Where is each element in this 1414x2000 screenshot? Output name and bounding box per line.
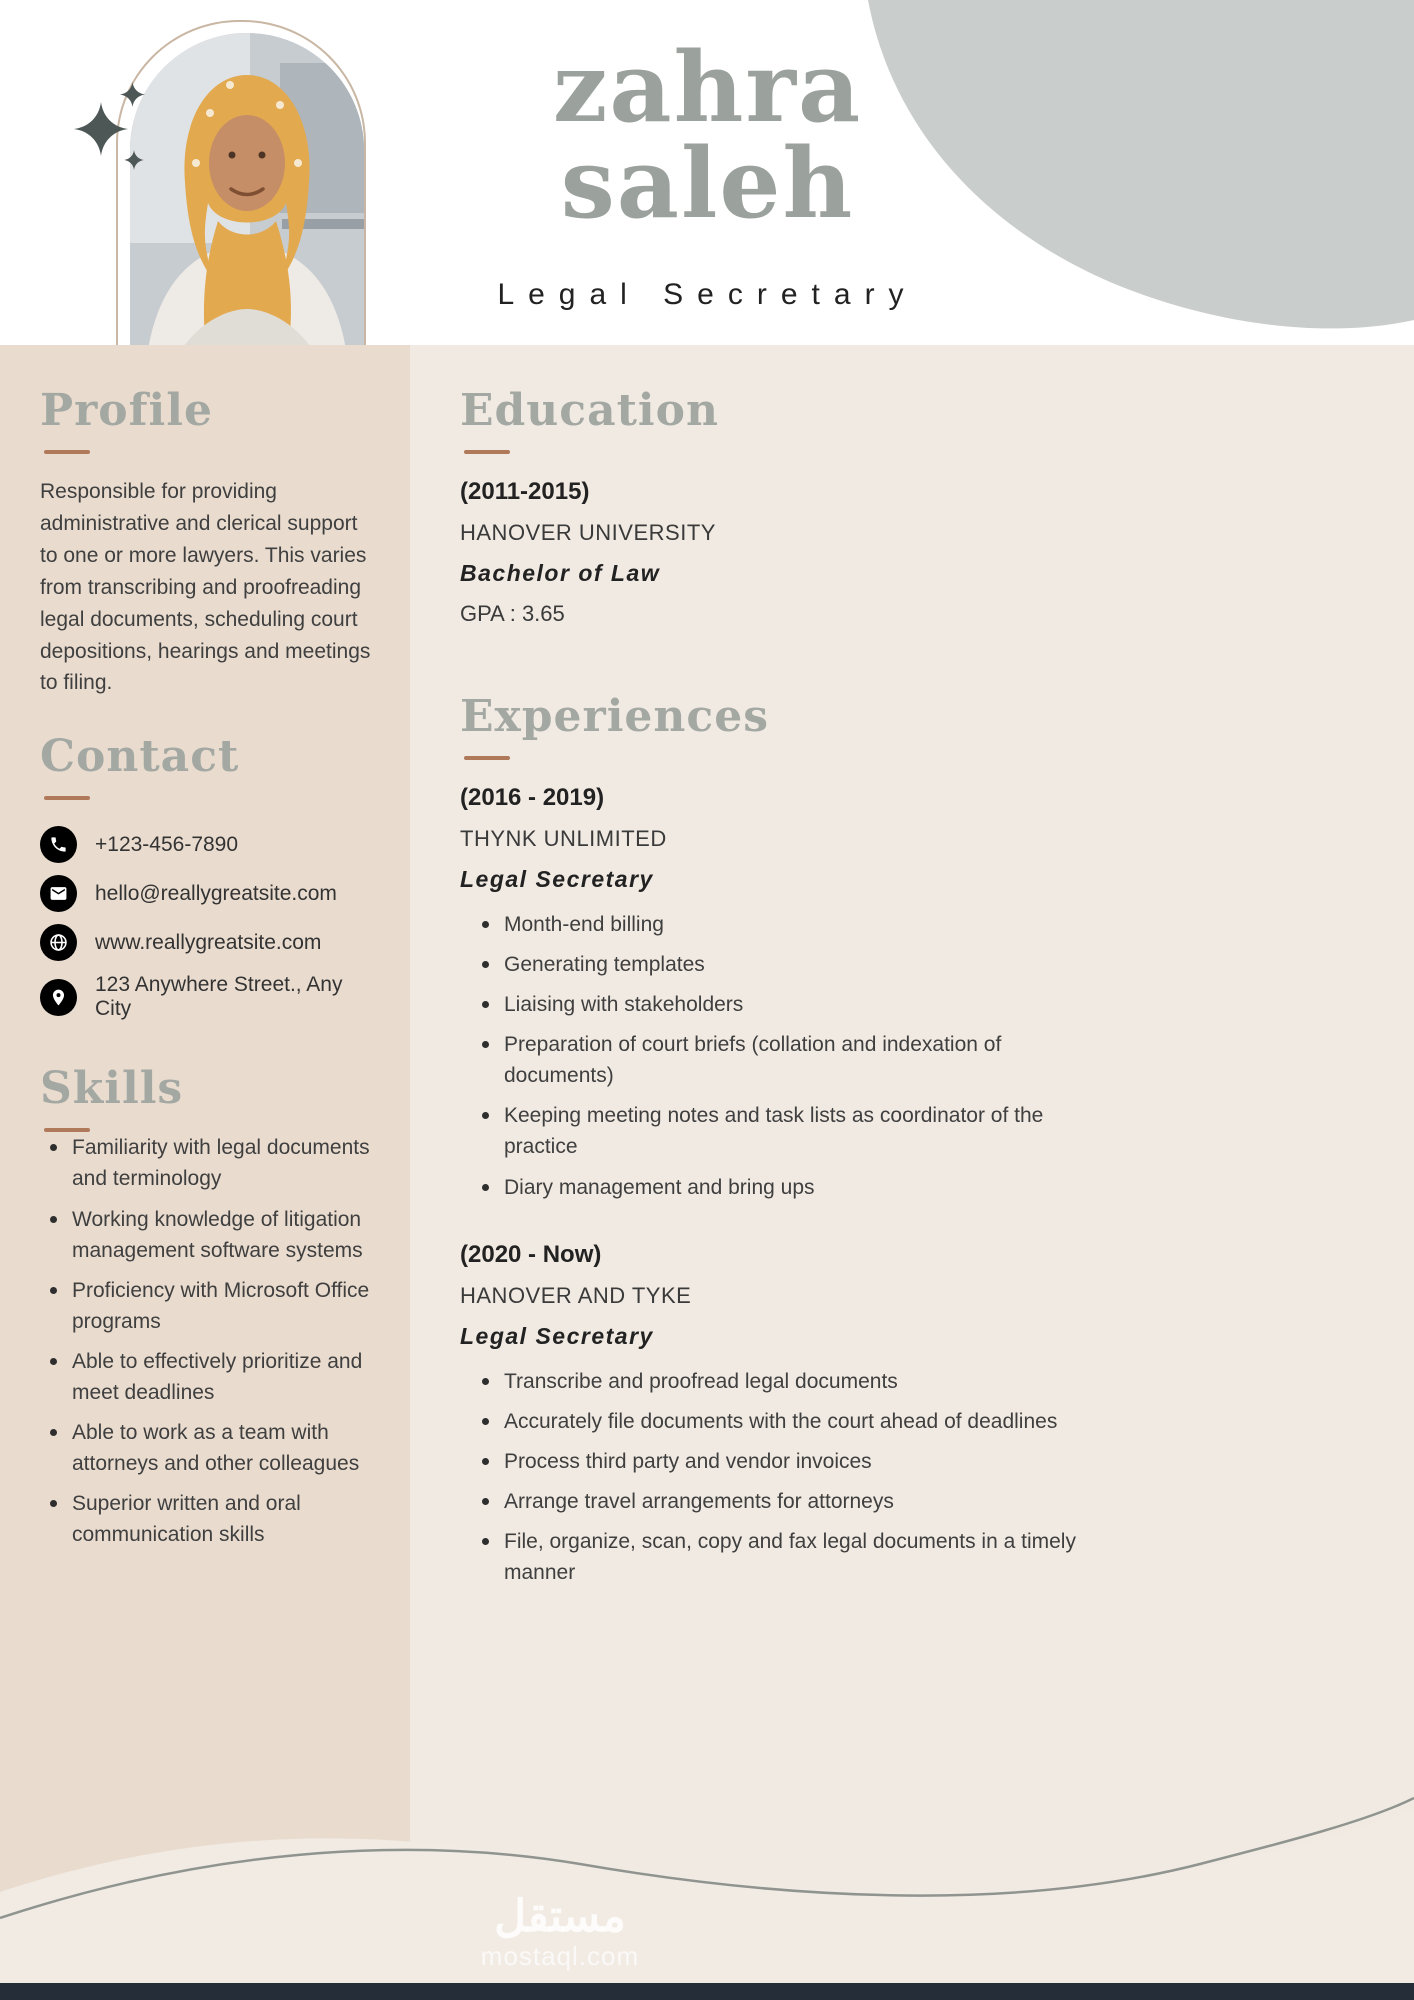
job-bullet: Month-end billing (472, 909, 1092, 940)
location-icon (40, 979, 77, 1016)
sparkle-icon (124, 150, 144, 170)
email-icon (40, 875, 77, 912)
skills-list (40, 1132, 384, 1550)
contact-address-value: 123 Anywhere Street., Any City (95, 973, 343, 1021)
accent-rule (44, 796, 90, 800)
website-icon (40, 924, 77, 961)
job-bullet: Arrange travel arrangements for attorneys (472, 1486, 1092, 1517)
education-period: (2011-2015) (460, 478, 590, 505)
experiences-section (460, 691, 1374, 1588)
skills-heading: Skills (40, 1063, 184, 1115)
skill-item: Proficiency with Microsoft Office programs (40, 1275, 384, 1337)
profile-text: Responsible for providing administrative and clerical support to one or more lawyers. This varies from transcribing and proofreading legal documents, scheduling court depositions, hearings and meetings to filing. (40, 480, 371, 695)
profile-photo (130, 33, 364, 363)
job-company: THYNK UNLIMITED (460, 826, 667, 851)
header (420, 31, 995, 312)
sparkle-icon (74, 102, 128, 156)
skill-item: Familiarity with legal documents and terminology (40, 1132, 384, 1194)
job-role: Legal Secretary (460, 866, 654, 892)
contact-item-phone (40, 826, 384, 863)
phone-icon (40, 826, 77, 863)
education-section (460, 385, 1374, 627)
watermark (420, 1893, 700, 1972)
contact-item-address (40, 973, 384, 1021)
accent-rule (464, 450, 510, 454)
job-bullet: Accurately file documents with the court ahead of deadlines (472, 1406, 1092, 1437)
contact-list (40, 826, 384, 1021)
job-bullet: Preparation of court briefs (collation and indexation of documents) (472, 1029, 1092, 1091)
experiences-heading: Experiences (460, 691, 769, 742)
education-heading: Education (460, 385, 719, 436)
watermark-domain: mostaql.com (480, 1941, 640, 1971)
job-entry (460, 1241, 1374, 1588)
skill-item: Superior written and oral communication skills (40, 1488, 384, 1550)
job-entry (460, 784, 1374, 1203)
job-bullet: File, organize, scan, copy and fax legal documents in a timely manner (472, 1526, 1092, 1588)
candidate-name (420, 31, 995, 240)
job-company: HANOVER AND TYKE (460, 1282, 692, 1308)
profile-photo-illustration (130, 33, 364, 363)
watermark-arabic: مستقل (494, 1891, 626, 1941)
accent-rule (464, 756, 510, 760)
job-bullet: Diary management and bring ups (472, 1172, 1092, 1203)
contact-item-email (40, 875, 384, 912)
contact-section (40, 731, 384, 1021)
job-bullets (472, 1366, 1092, 1588)
name-line2: saleh (560, 127, 855, 240)
accent-rule (44, 450, 90, 454)
contact-phone-value: +123-456-7890 (95, 832, 239, 856)
footer-bar (0, 1983, 1414, 2000)
name-line1: zahra (552, 31, 863, 144)
job-period: (2016 - 2019) (460, 784, 605, 811)
skill-item: Working knowledge of litigation management software systems (40, 1204, 384, 1266)
job-bullet: Transcribe and proofread legal documents (472, 1366, 1092, 1397)
job-role: Legal Secretary (460, 1322, 654, 1349)
education-degree: Bachelor of Law (460, 560, 661, 586)
contact-email-value: hello@reallygreatsite.com (95, 881, 337, 905)
profile-section (40, 385, 384, 699)
job-period: (2020 - Now) (460, 1240, 602, 1268)
skill-item: Able to effectively prioritize and meet deadlines (40, 1346, 384, 1408)
contact-heading: Contact (40, 731, 240, 783)
education-gpa: GPA : 3.65 (460, 601, 565, 626)
profile-heading: Profile (40, 385, 213, 436)
education-school: HANOVER UNIVERSITY (460, 520, 716, 545)
contact-website-value: www.reallygreatsite.com (95, 930, 322, 954)
skill-item: Able to work as a team with attorneys and other colleagues (40, 1417, 384, 1479)
sparkle-icon (120, 82, 145, 107)
contact-item-website (40, 924, 384, 961)
job-bullets (472, 909, 1092, 1203)
job-bullet: Liaising with stakeholders (472, 989, 1092, 1020)
job-bullet: Generating templates (472, 949, 1092, 980)
job-title: Legal Secretary (497, 278, 918, 311)
bottom-wave-decoration (0, 1740, 1414, 2000)
job-bullet: Keeping meeting notes and task lists as coordinator of the practice (472, 1100, 1092, 1162)
skills-section (40, 1063, 384, 1550)
job-bullet: Process third party and vendor invoices (472, 1446, 1092, 1477)
